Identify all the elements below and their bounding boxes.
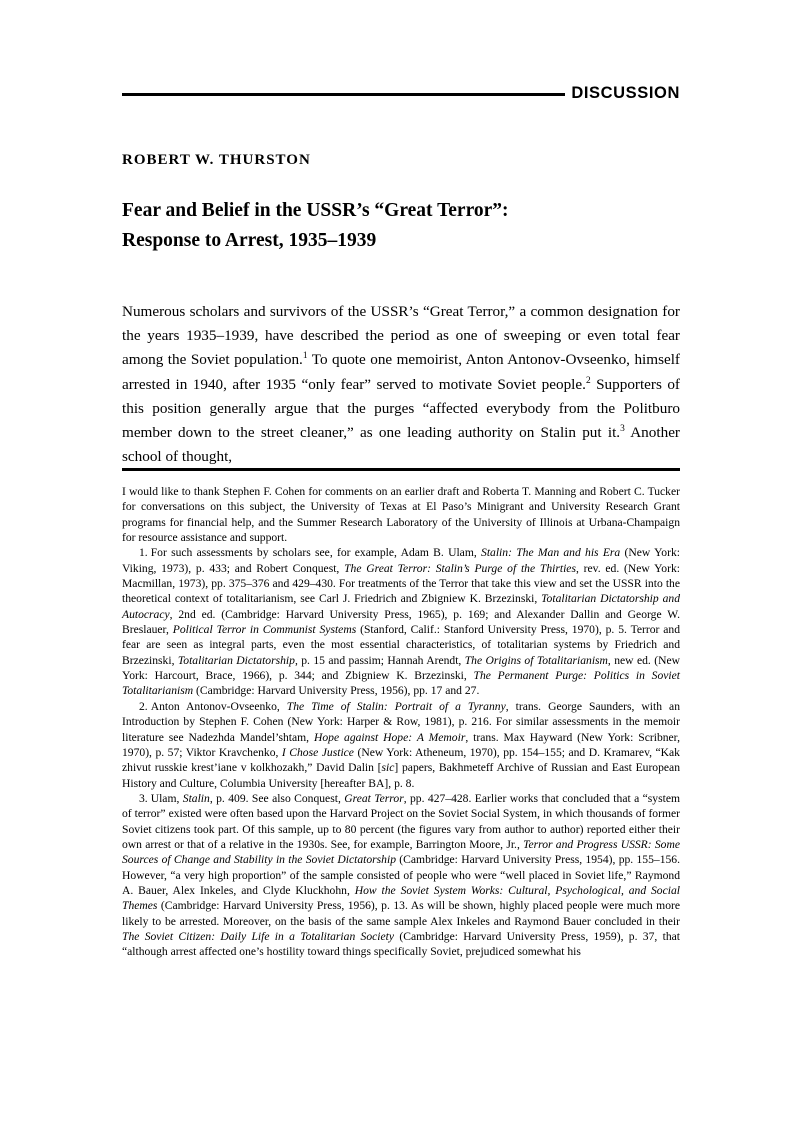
footnote-area — [122, 484, 680, 960]
footnote-3-title-5: The Soviet Citizen: Daily Life in a Totalitarian Society — [122, 929, 395, 943]
footnote-3-seg-6: (Cambridge: Harvard University Press, 1959), p. 37, that “although arrest affected one’s hostility toward things specifically Soviet, prejudiced somewhat his — [122, 929, 681, 959]
footnote-1-title-7: The Permanent Purge: Politics in Soviet Totalitarianism — [122, 669, 680, 698]
footnote-3-seg-3: , pp. 427–428. Earlier works that concluded that a “system of terror” existed were often based upon the Harvard Project on the Soviet Social System, in which thousands of former Soviet citizens took part. Of this sample, up to 80 percent (the figures vary from author to author) reported either their own arrest or that of a relative in the 1930s. See, for example, Barrington Moore, Jr., — [122, 791, 680, 851]
footnote-2-sic: sic — [381, 761, 395, 775]
article-title-line-1: Fear and Belief in the USSR’s “Great Terror”: — [122, 200, 509, 221]
body-text-segment-4: Another school of thought, — [122, 424, 680, 466]
article-body — [122, 300, 680, 469]
footnote-3-number: 3. — [139, 791, 148, 805]
footnote-1 — [122, 545, 680, 698]
body-text-segment-1: Numerous scholars and survivors of the USSR’s “Great Terror,” a common designation for the years 1935–1939, have described the period as one of sweeping or even total fear among the Soviet population. — [122, 303, 680, 369]
footnote-1-title-2: The Great Terror: Stalin’s Purge of the Thirties — [344, 561, 576, 575]
footnote-marker-3[interactable]: 3 — [620, 423, 625, 434]
footnote-1-seg-2: (New York: Viking, 1973), p. 433; and Robert Conquest, — [122, 546, 680, 575]
footnote-1-seg-6: , p. 15 and passim; Hannah Arendt, — [294, 653, 465, 667]
footnote-3-title-4: How the Soviet System Works: Cultural, Psychological, and Social Themes — [122, 883, 680, 913]
footnote-2-seg-4: (New York: Atheneum, 1970), pp. 154–155; and D. Kramarev, “Kak zhivut russkie krest’iane v kolkhozakh,” David Dalin [ — [122, 745, 680, 775]
body-paragraph-1 — [122, 300, 680, 469]
footnote-2-number: 2. — [139, 699, 148, 713]
footnote-3-title-1: Stalin — [182, 791, 210, 805]
footnote-1-seg-3: , rev. ed. (New York: Macmillan, 1973), pp. 375–376 and 429–430. For treatments of the Terror that take this view and set the USSR into the theoretical context of totalitarianism, see Carl J. Friedrich and Zbigniew K. Brzezinski, — [122, 561, 680, 606]
header-rule — [122, 93, 565, 96]
footnote-2-title-1: The Time of Stalin: Portrait of a Tyranny — [286, 699, 506, 713]
footnote-2-seg-2: , trans. George Saunders, with an Introduction by Stephen F. Cohen (New York: Harper & Row, 1981), p. 216. For similar assessments in the memoir literature see Nadezhda Mandel’shtam, — [122, 699, 680, 744]
footnote-1-title-1: Stalin: The Man and his Era — [481, 546, 621, 560]
footnote-3-seg-5: (Cambridge: Harvard University Press, 1956), p. 13. As will be shown, highly placed people were much more likely to be arrested. Moreover, on the basis of the same sample Alex Inkeles and Raymond Bauer concluded in their — [122, 899, 680, 928]
running-head-label: DISCUSSION — [571, 83, 680, 102]
footnote-1-title-6: The Origins of Totalitarianism — [464, 653, 608, 667]
footnote-1-title-4: Political Terror in Communist Systems — [172, 623, 357, 637]
body-text-segment-3: Supporters of this position generally argue that the purges “affected everybody from the Politburo member down to the street cleaner,” as one leading authority on Stalin put it. — [122, 375, 680, 442]
footnote-separator-rule — [122, 468, 680, 471]
footnote-1-seg-4: , 2nd ed. (Cambridge: Harvard University Press, 1965), p. 169; and Alexander Dallin and George W. Breslauer, — [122, 607, 680, 637]
footnote-2-seg-1: Anton Antonov-Ovseenko, — [150, 699, 287, 713]
footnote-3-title-3: Terror and Progress USSR: Some Sources of Change and Stability in the Soviet Dictatorship — [122, 837, 680, 867]
article-title — [122, 196, 682, 256]
footnote-1-seg-1: For such assessments by scholars see, for example, Adam B. Ulam, — [150, 546, 482, 560]
footnote-acknowledgment: I would like to thank Stephen F. Cohen for comments on an earlier draft and Roberta T. Manning and Robert C. Tucker for conversations on this subject, the University of Texas at El Paso’s Minigrant and University Research Grant programs for financial help, and the Summer Research Laboratory of the University of Illinois at Urbana-Champaign for resource assistance and support. — [122, 485, 680, 545]
article-author: ROBERT W. THURSTON — [122, 152, 311, 168]
footnote-marker-1[interactable]: 1 — [302, 351, 308, 362]
footnote-2-seg-5: ] papers, Bakhmeteff Archive of Russian and East European History and Culture, Columbia University [hereafter BA], p. 8. — [122, 761, 680, 790]
footnote-1-seg-7: , new ed. (New York: Harcourt, Brace, 1966), p. 344; and Zbigniew K. Brzezinski, — [122, 653, 680, 683]
footnote-1-seg-5: (Stanford, Calif.: Stanford University Press, 1970), p. 5. Terror and fear are seen as integral parts, even the most essential characteristics, of totalitarian systems by Friedrich and Brzezinski, — [122, 623, 681, 667]
footnote-2 — [122, 699, 680, 791]
footnote-3-seg-1: Ulam, — [150, 791, 183, 805]
article-title-line-2: Response to Arrest, 1935–1939 — [122, 230, 377, 251]
footnote-1-title-5: Totalitarian Dictatorship — [177, 653, 295, 667]
footnote-3-seg-2: , p. 409. See also Conquest, — [209, 791, 345, 805]
footnote-2-title-3: I Chose Justice — [281, 745, 354, 759]
footnote-1-seg-8: (Cambridge: Harvard University Press, 1956), pp. 17 and 27. — [193, 684, 480, 698]
footnote-3 — [122, 791, 680, 960]
running-head — [122, 78, 680, 108]
body-text-segment-2: To quote one memoirist, Anton Antonov-Ovseenko, himself arrested in 1940, after 1935 “only fear” served to motivate Soviet people. — [122, 351, 680, 393]
footnote-3-title-2: Great Terror — [344, 791, 404, 805]
footnote-marker-2[interactable]: 2 — [585, 375, 591, 386]
footnote-2-seg-3: , trans. Max Hayward (New York: Scribner, 1970), p. 57; Viktor Kravchenko, — [122, 730, 680, 759]
footnote-1-number: 1. — [139, 546, 148, 560]
footnote-2-title-2: Hope against Hope: A Memoir — [313, 730, 466, 744]
footnote-1-title-3: Totalitarian Dictatorship and Autocracy — [122, 592, 680, 621]
footnote-3-seg-4: (Cambridge: Harvard University Press, 1954), pp. 155–156. However, “a very high proportion” of the sample consisted of people who were “well placed in Soviet life,” Raymond A. Bauer, Alex Inkeles, and Clyde Kluckhohn, — [122, 853, 680, 897]
